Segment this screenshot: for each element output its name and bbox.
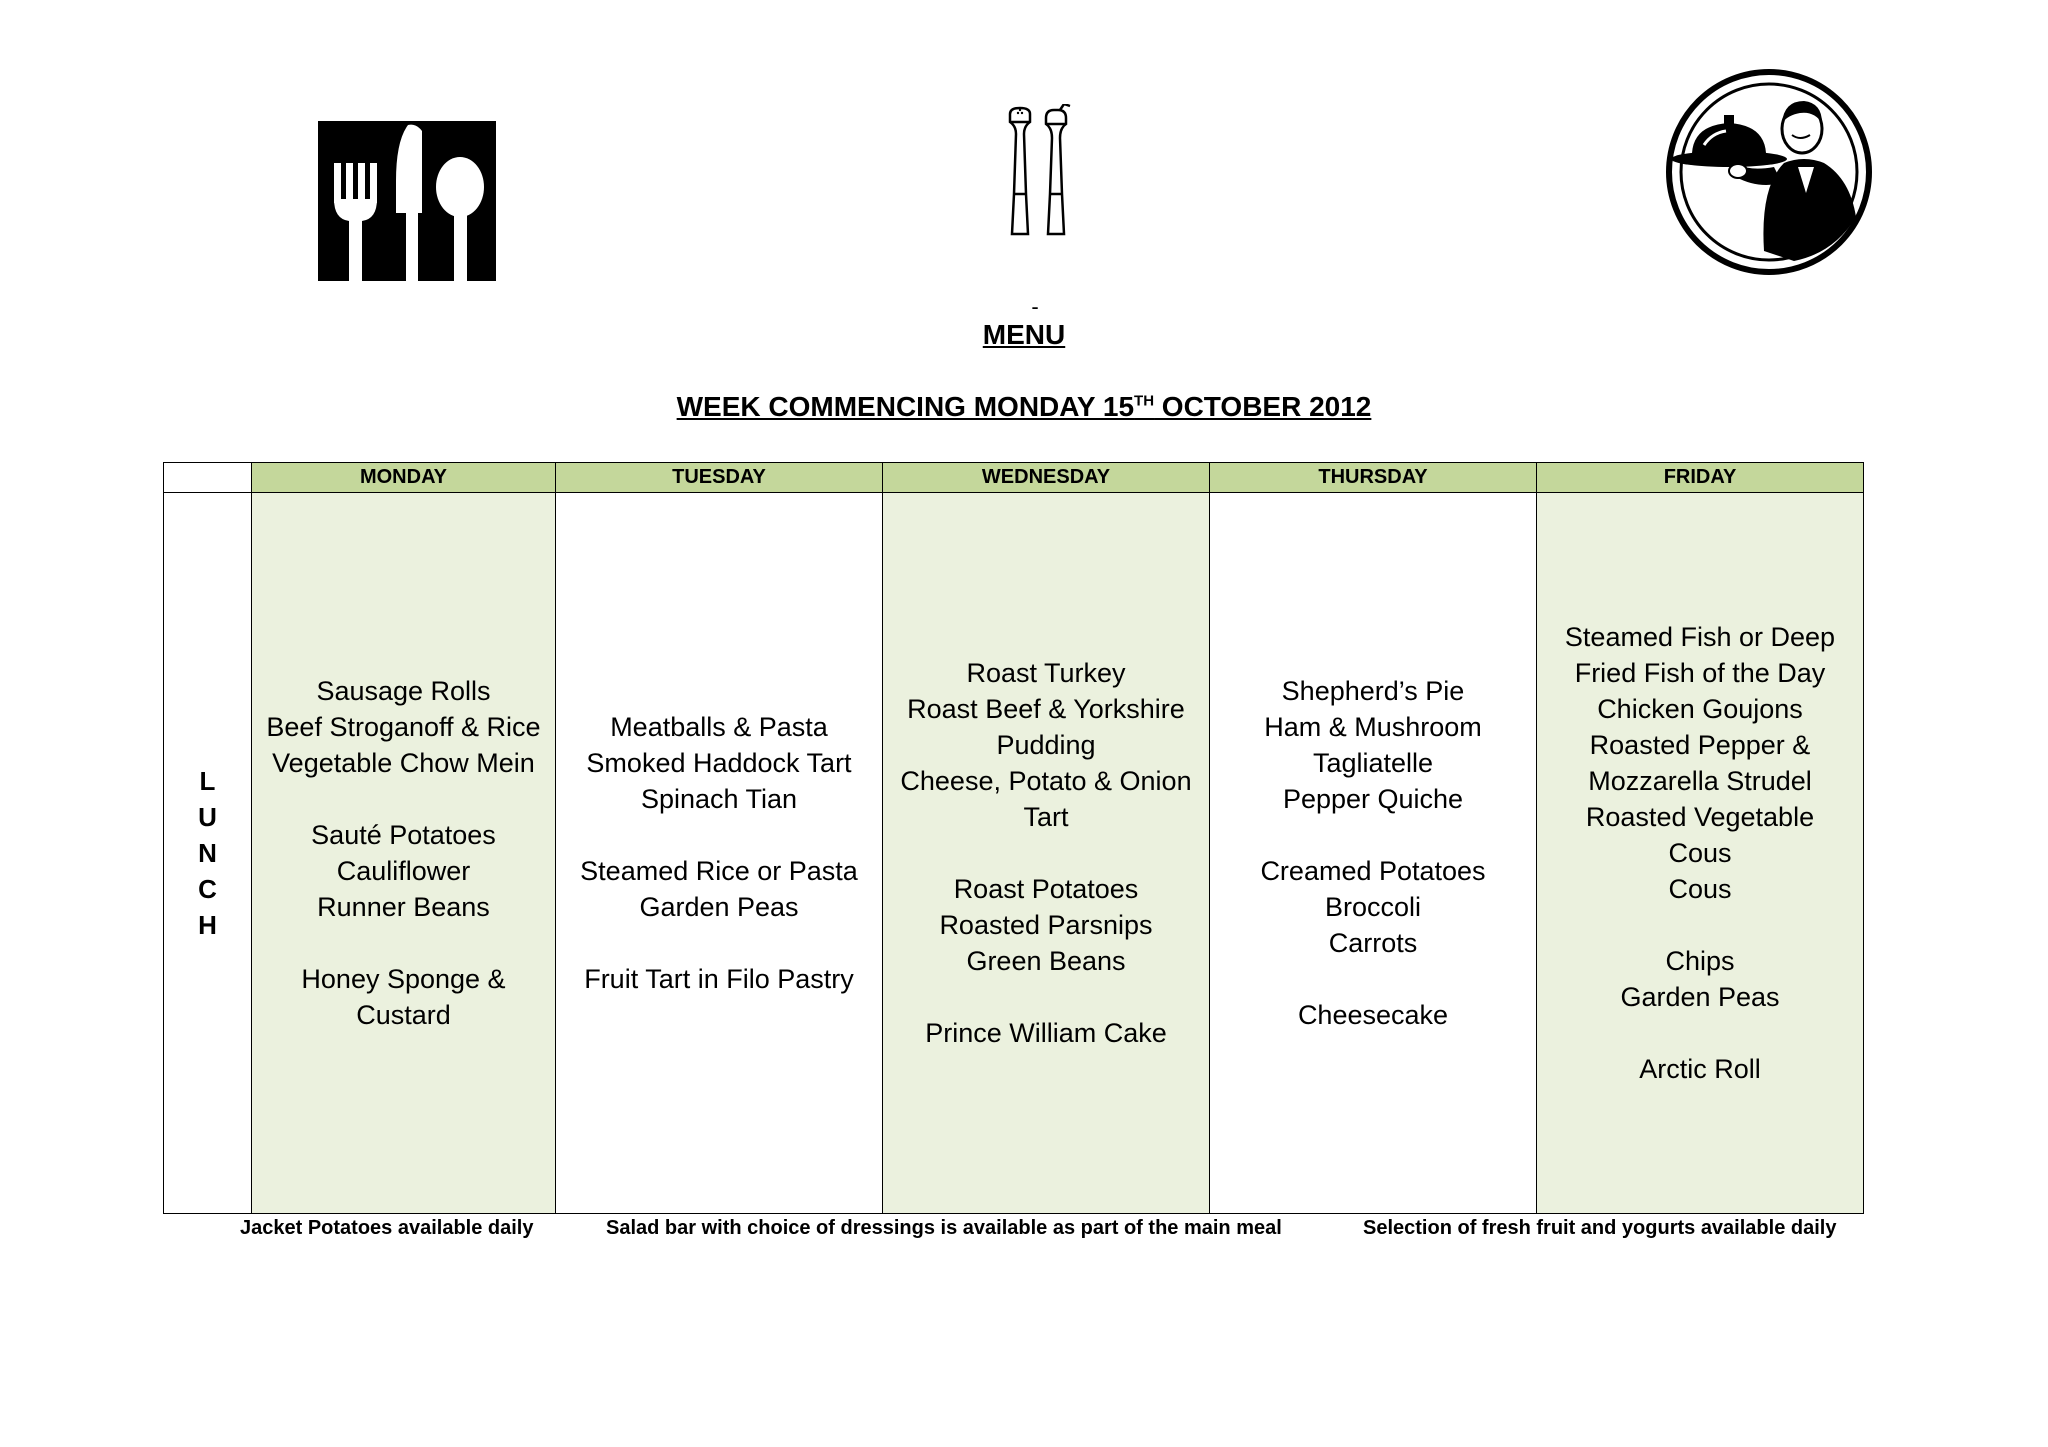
menu-item: Vegetable Chow Mein <box>272 748 535 778</box>
lunch-row <box>164 493 1864 1214</box>
menu-item: Broccoli <box>1324 892 1422 922</box>
side-dishes <box>1260 853 1485 961</box>
lunch-row-label <box>164 493 252 1214</box>
week-title-suffix: OCTOBER 2012 <box>1154 391 1372 422</box>
menu-item: Honey Sponge & <box>301 964 506 994</box>
menu-item: Shepherd’s Pie <box>1281 676 1465 706</box>
header-monday: MONDAY <box>252 463 556 493</box>
side-dishes <box>580 853 858 925</box>
menu-item: Fried Fish of the Day <box>1574 658 1826 688</box>
menu-item: Runner Beans <box>317 892 490 922</box>
menu-item: Prince William Cake <box>925 1018 1167 1048</box>
lunch-letter: U <box>198 802 217 832</box>
salad-bar-note: Salad bar with choice of dressings is available as part of the main meal <box>606 1217 1282 1239</box>
side-dishes <box>311 817 496 925</box>
waiter-serving-icon <box>1664 67 1874 277</box>
menu-item: Arctic Roll <box>1639 1054 1761 1084</box>
main-dishes <box>1264 673 1482 817</box>
menu-item: Chips <box>1665 946 1735 976</box>
header-dash: - <box>1031 294 1039 319</box>
menu-item: Fruit Tart in Filo Pastry <box>584 964 854 994</box>
menu-item: Roast Beef & Yorkshire <box>907 694 1185 724</box>
dessert <box>301 961 505 1033</box>
menu-item: Cheese, Potato & Onion <box>900 766 1192 796</box>
dessert <box>1639 1051 1761 1087</box>
header-tuesday: TUESDAY <box>556 463 883 493</box>
menu-item: Sausage Rolls <box>316 676 491 706</box>
day-header-row <box>164 463 1864 493</box>
lunch-letter: N <box>198 838 217 868</box>
menu-item: Custard <box>356 1000 451 1030</box>
menu-item: Smoked Haddock Tart <box>586 748 852 778</box>
main-dishes <box>586 709 851 817</box>
jacket-potatoes-note: Jacket Potatoes available daily <box>240 1217 534 1239</box>
menu-item: Cheesecake <box>1297 1000 1449 1030</box>
wednesday-lunch-cell <box>883 493 1210 1214</box>
menu-item: Ham & Mushroom <box>1264 712 1482 742</box>
menu-item: Green Beans <box>966 946 1126 976</box>
menu-item: Roasted Vegetable Cous <box>1585 802 1815 868</box>
menu-item: Garden Peas <box>1620 982 1780 1012</box>
menu-item: Tagliatelle <box>1312 748 1434 778</box>
cutlery-icon <box>318 121 496 281</box>
menu-item: Creamed Potatoes <box>1260 856 1486 886</box>
lunch-letter: C <box>198 874 217 904</box>
menu-item: Cauliflower <box>336 856 471 886</box>
menu-item: Roasted Pepper & <box>1589 730 1811 760</box>
menu-item: Roasted Parsnips <box>939 910 1153 940</box>
tuesday-lunch-cell <box>556 493 883 1214</box>
week-title-ordinal: TH <box>1134 392 1155 410</box>
side-dishes <box>1620 943 1779 1015</box>
menu-item: Carrots <box>1328 928 1418 958</box>
menu-title: MENU <box>982 319 1066 350</box>
lunch-letter: L <box>199 766 216 796</box>
corner-cell <box>164 463 252 493</box>
main-dishes <box>266 673 540 781</box>
menu-item: Chicken Goujons <box>1597 694 1803 724</box>
header-thursday: THURSDAY <box>1210 463 1537 493</box>
menu-item: Pudding <box>996 730 1096 760</box>
menu-item: Meatballs & Pasta <box>610 712 828 742</box>
menu-item: Steamed Rice or Pasta <box>580 856 858 886</box>
fruit-yogurt-note: Selection of fresh fruit and yogurts available daily <box>1363 1217 1837 1239</box>
main-dishes <box>1551 619 1849 907</box>
header-wednesday: WEDNESDAY <box>883 463 1210 493</box>
menu-item: Roast Potatoes <box>953 874 1139 904</box>
menu-item: Garden Peas <box>639 892 799 922</box>
menu-item: Tart <box>1023 802 1069 832</box>
menu-item: Roast Turkey <box>966 658 1126 688</box>
main-dishes <box>900 655 1191 835</box>
lunch-letter: H <box>198 910 217 940</box>
monday-lunch-cell <box>252 493 556 1214</box>
week-title-prefix: WEEK COMMENCING MONDAY 15 <box>676 391 1135 422</box>
menu-item: Steamed Fish or Deep <box>1564 622 1836 652</box>
menu-item: Sauté Potatoes <box>311 820 496 850</box>
menu-item: Spinach Tian <box>640 784 798 814</box>
menu-item: Mozzarella Strudel <box>1588 766 1812 796</box>
menu-item: Beef Stroganoff & Rice <box>266 712 541 742</box>
friday-lunch-cell <box>1537 493 1864 1214</box>
week-commencing-title <box>0 390 2048 424</box>
salt-pepper-shakers-icon <box>998 104 1074 238</box>
menu-item: Pepper Quiche <box>1282 784 1464 814</box>
dessert <box>925 1015 1167 1051</box>
side-dishes <box>939 871 1152 979</box>
header-friday: FRIDAY <box>1537 463 1864 493</box>
menu-table <box>163 462 1864 1214</box>
dessert <box>1298 997 1448 1033</box>
thursday-lunch-cell <box>1210 493 1537 1214</box>
dessert <box>584 961 854 997</box>
menu-item: Cous <box>1668 874 1732 904</box>
